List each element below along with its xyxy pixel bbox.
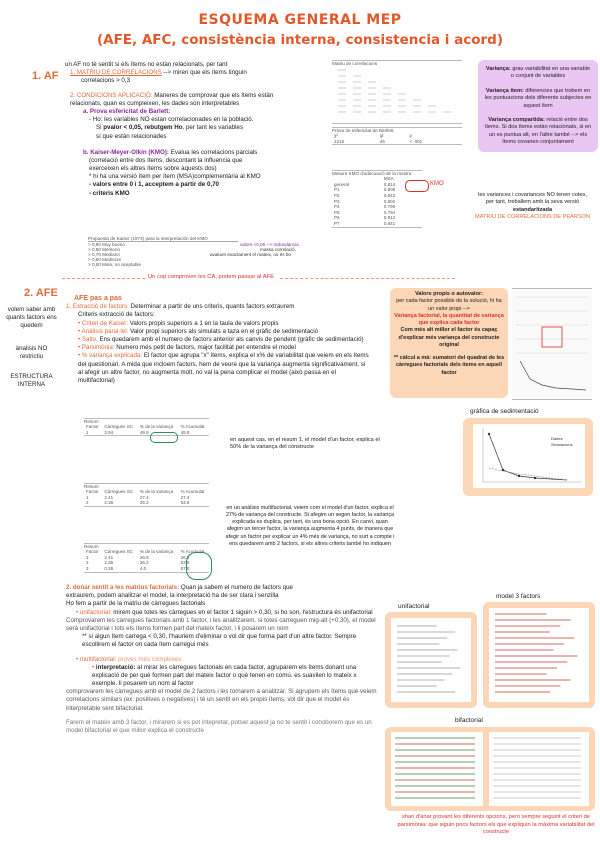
factor-matrix-head: 2. donar sentit a les matrius factorials: <box>66 584 180 591</box>
extraction-head: 1. Extracció de factors: <box>66 303 129 311</box>
summary-table-2: Resum Factor Càrregues SC % de la variança % Acumulat 1 2.41 27.4 27.4 2 2.36 26.2 53.6 <box>84 483 209 507</box>
variance-note: les variances i covariances NO tenen cotes, per tant, treballem amb la seva versió estandaritzada MATRIU DE CORRELACIONS DE PEARSON <box>475 192 590 221</box>
model3-panel <box>483 602 595 708</box>
model3-table <box>483 602 595 708</box>
scree-label: gràfica de sedimentació <box>470 408 539 415</box>
eigenvalue-thumb <box>512 289 592 397</box>
scree-plot <box>463 418 593 496</box>
kmo-circle <box>405 180 429 192</box>
summary-highlight-circle-3 <box>186 552 212 580</box>
unifactorial-panel <box>385 612 477 708</box>
variance-box: Variança: grau variabilitat en una variable o conjunt de variables Variança ítem: diferencies que trobem en les puntuacions dels diferents subjectes en aquest ítem Variança compartida: relació entre dos ítems. Si dos ítems estàn relacionats, si en un es puntua alt, en l'altre també --> els ítems covarien conjuntament <box>478 60 598 152</box>
bifactorial-label: bifactorial <box>455 717 483 724</box>
final-note: shan d'anar provant les diferents opcions, però sempre seguint el criteri de parsimònia: que siguin pocs factors els que expliquin la màxima variabilitat del constructe <box>397 814 595 836</box>
kmo-criteria-row: > 0,60 Mediocre <box>88 257 122 262</box>
kmo-criteria-row: > 0,70 Mediano <box>88 252 120 257</box>
unifactorial-table <box>385 612 477 708</box>
kmo-table-row: P5 0.794 <box>334 209 396 215</box>
barlett-head: a. Prova esfericitat de Barlett: <box>83 107 171 115</box>
corr-matrix-head: 1. MATRIU DE CORRELACIONS <box>70 69 162 77</box>
model3-label: model 3 factors <box>496 593 541 600</box>
page-subtitle: (AFE, AFC, consistència interna, consistencia i acord) <box>96 32 504 48</box>
afe-steps: AFE pas a pas 1. Extracció de factors: Determinar a partir de uns criteris, quants factors extraurem Criteris extracció de factors: • Criteri de Kaiser: Valors propis superiors a 1 en la taula de valors propis • Anàlisis paral·lel: Valor propi superiors als simulats a taza en el gràfic de sedimentació • Salto: Ens quedarem amb el numero de factors anterior als canvis de pendent (gràfic de sedimentació) • Parsimònia: Numero més petit de factors, major facilitat per entendre el model • % variança explicada: El factor que agrupa "x" ítems, explica el x% de variabilitat que veiem en els ítems del questionari. A mida que incloem factors, hem de veure que la variança augmenta significativament, si al afegir un altre factor, no augmenta molt, no val la pena complicar el model (això passa en el multifactorial) <box>66 294 371 385</box>
svg-text:Dades: Dades <box>551 436 563 441</box>
kmo-table-row: P3 0.802 <box>334 198 396 204</box>
corr-threshold: correlacions > 0,3 <box>81 77 131 85</box>
af-intro: un AF no tè sentit si els ítems no estàn relacionats, per tant <box>65 61 228 68</box>
summary-table-3: Resum Factor Càrregues SC % de la variança % Acumulat 1 2.41 26.8 26.8 2 2.36 26.2 53.0 3 0.36 4.0 57.0 <box>84 543 209 573</box>
kmo-table-row: general 0.814 <box>334 181 396 187</box>
summary-table-1: Resum Factor Càrregues SC % de la variança % Acumulat 1 2.94 49.9 49.9 <box>84 418 209 436</box>
summary-note-2: en un anàlisis multifactorial, veiem com el model d'un factor, explica el 27% de variança del constructe. Si afegim un segon factor, la variança explicada es duplica, per tant, és una bona opció. En canvi, quan afegim un tercer factor, la variança augmenta 4 punts, de manera que afegir un factor per explicar un 4% més de variança, no surt a compte i ens quedarem amb 2 factors, si els altres criteris també ho indiquen <box>225 505 395 547</box>
kmo-table: Mesura KMO d'adecuació de la mostra MSA general 0.814 P1 0.808 P2 0.843 P3 0.802 P4 0.799 P5 0.794 P6 0.812 P7 0.841 <box>332 170 422 228</box>
page-title: ESQUEMA GENERAL MEP <box>198 12 402 28</box>
bifactorial-table <box>385 727 595 811</box>
unifactorial-label: unifactorial <box>398 603 430 610</box>
kmo-criteria-row: > 0,90 Muy bueno <box>88 242 125 247</box>
kmo-table-row: P6 0.812 <box>334 215 396 221</box>
barlett-table: Prova de esfericitat de Bartlett χ² gl p 1218 45 < .001 <box>332 127 462 145</box>
kmo-criteria-row: > 0,50 Malo, no aceptable <box>88 262 141 267</box>
scree-plot-panel <box>463 418 593 496</box>
kmo-tag: KMO <box>430 181 444 187</box>
summary-row: 1 2.41 27.4 27.4 <box>86 494 190 500</box>
conditions-head: 2. CONDICIONS APLICACIÓ: <box>70 91 153 99</box>
separator-note: Un cop comproven les CA, podem passar al AFE <box>148 274 274 280</box>
section-af-text: un AF no tè sentit si els ítems no estàn relacionats, per tant 1. MATRIU DE CORRELACIONS --> miren que els ítems tinguin correlacions > 0,3 2. CONDICIONS APLICACIÓ: Maneres de comprovar que els ítems estàn relacionats, quan es cumpleixen, les dades son interpretables a. Prova esfericitat de Barlett: - Ho: les variables NO estan correlacionades en la població. Si pvalor < 0,05, rebutgem Ho, per tant les variables sí que estàn relacionades b. Kaiser-Meyer-Olkin (KMO): Evalua les correlacions parcials (correlació entre dos ítems, descontant la influencia que exerceixen els altres ítems sobre aquests dos) * hi ha una versió ítem per ítem (MSA)complementària al KMO - valors entre 0 i 1, acceptem a partir de 0,70 - criteris KMO <box>65 61 325 198</box>
correlation-matrix-grid <box>332 66 462 118</box>
bifactorial-panel <box>385 727 595 811</box>
summary-row: 2 2.36 26.2 53.0 <box>86 560 190 566</box>
eigenvalue-screenshot <box>512 288 592 400</box>
summary-highlight-circle <box>150 432 178 443</box>
kmo-table-row: P4 0.799 <box>334 204 396 210</box>
summary-note-1: en aquest cas, en el resum 1, el model d'un factor, explica el 50% de la variança del constructe <box>230 437 380 451</box>
kmo-criteria-table: Propuesta de Kaiser (1974) para la interpretación del KMO > 0,90 Muy bueno > 0,80 Meritorio > 0,70 Mediano > 0,60 Mediocre > 0,50 Malo, no aceptable <box>88 236 238 267</box>
eigenvalue-box: Valors propis o autovalor: per cada factor possible de la solució, hi ha un valor propi --> Variança factorial, la quantitat de variança que explica cada factor Com més alt millor el factor és capaç d'explicar més variança del constructe original ** càlcul a mà: sumatori del quadrat de les càrregues factorials dels ítems en aquell factor <box>390 288 508 398</box>
kmo-criteria-row: > 0,80 Meritorio <box>88 247 121 252</box>
kmo-table-row: P1 0.808 <box>334 187 396 193</box>
kmo-head: b. Kaiser-Meyer-Olkin (KMO): <box>83 148 169 156</box>
summary-row: 3 0.36 4.0 57.0 <box>86 565 190 571</box>
svg-text:Simulacions: Simulacions <box>551 442 573 447</box>
kmo-table-row: P7 0.841 <box>334 221 396 226</box>
afe-side-notes: volem saber amb quants factors ens quedem ànalisis NO restrictiu ESTRUCTURA INTERNA <box>6 306 57 389</box>
factor-matrix-section: 2. donar sentit a les matrius factorials: Quan ja sabem el numero de factors que extraurem, podem analitzar el model, la interpretació ha de ser clara i senzilla Ho fem a partir de la matriu de càrregues factorials • unifactorial: mirem que totes les càrregues en el factor 1 siguin > 0,30, si ho son, l'estructura és unifactorial Comprovarem les càrregues factorials amb 1 factor, i les analitzarem. si totes carreguen mig-alt (+0,30), el model serà unifactorial i tots els ítems formen part del mateix factor, i li posarem un nom ** si algun ítem carrega < 0,30, l'hauriem d'eliminar o vol dir que forma part d'un altre factor. Sempre escollirem el factor on cada ítem carregui més • multifactorial: proves més complexes • interpretació: al mirar les càrregues factorials en cada factor, agruparem els ítems donant una explicació de per què formen part del mateix factor o què tenen en comú. es suavilen lo mateix x exemple. li posarem un nom al factor comprovarem les càrregues amb el model de 2 factors i les tornarem a analitzar. Si agrupem els ítems que veiem correlacions similars (ex: positives o negatives) i té un sentit en els propis ítems, vol dir que el model és interpretable sent bifactorial. Farem el mateix amb 3 factor, i mirarem si es pot intepretar, potser aquest ja no te sentit i conoborem que es un model bifactorial el que millor explica el constructe <box>66 584 381 735</box>
section-af-label: 1. AF <box>32 70 59 82</box>
summary-row: 2 2.36 26.2 53.6 <box>86 500 190 506</box>
afe-steps-head: AFE pas a pas <box>74 295 122 302</box>
kmo-note: valors <0,05 --> redundancia massa correlació, avaluen exactament el mateix, no és bo <box>210 242 299 257</box>
correlation-matrix-table: Matriu de correlacions <box>332 60 462 124</box>
kmo-table-row: P2 0.843 <box>334 192 396 198</box>
section-afe-label: 2. AFE <box>24 287 58 299</box>
summary-row: 1 2.41 26.8 26.8 <box>86 554 190 560</box>
